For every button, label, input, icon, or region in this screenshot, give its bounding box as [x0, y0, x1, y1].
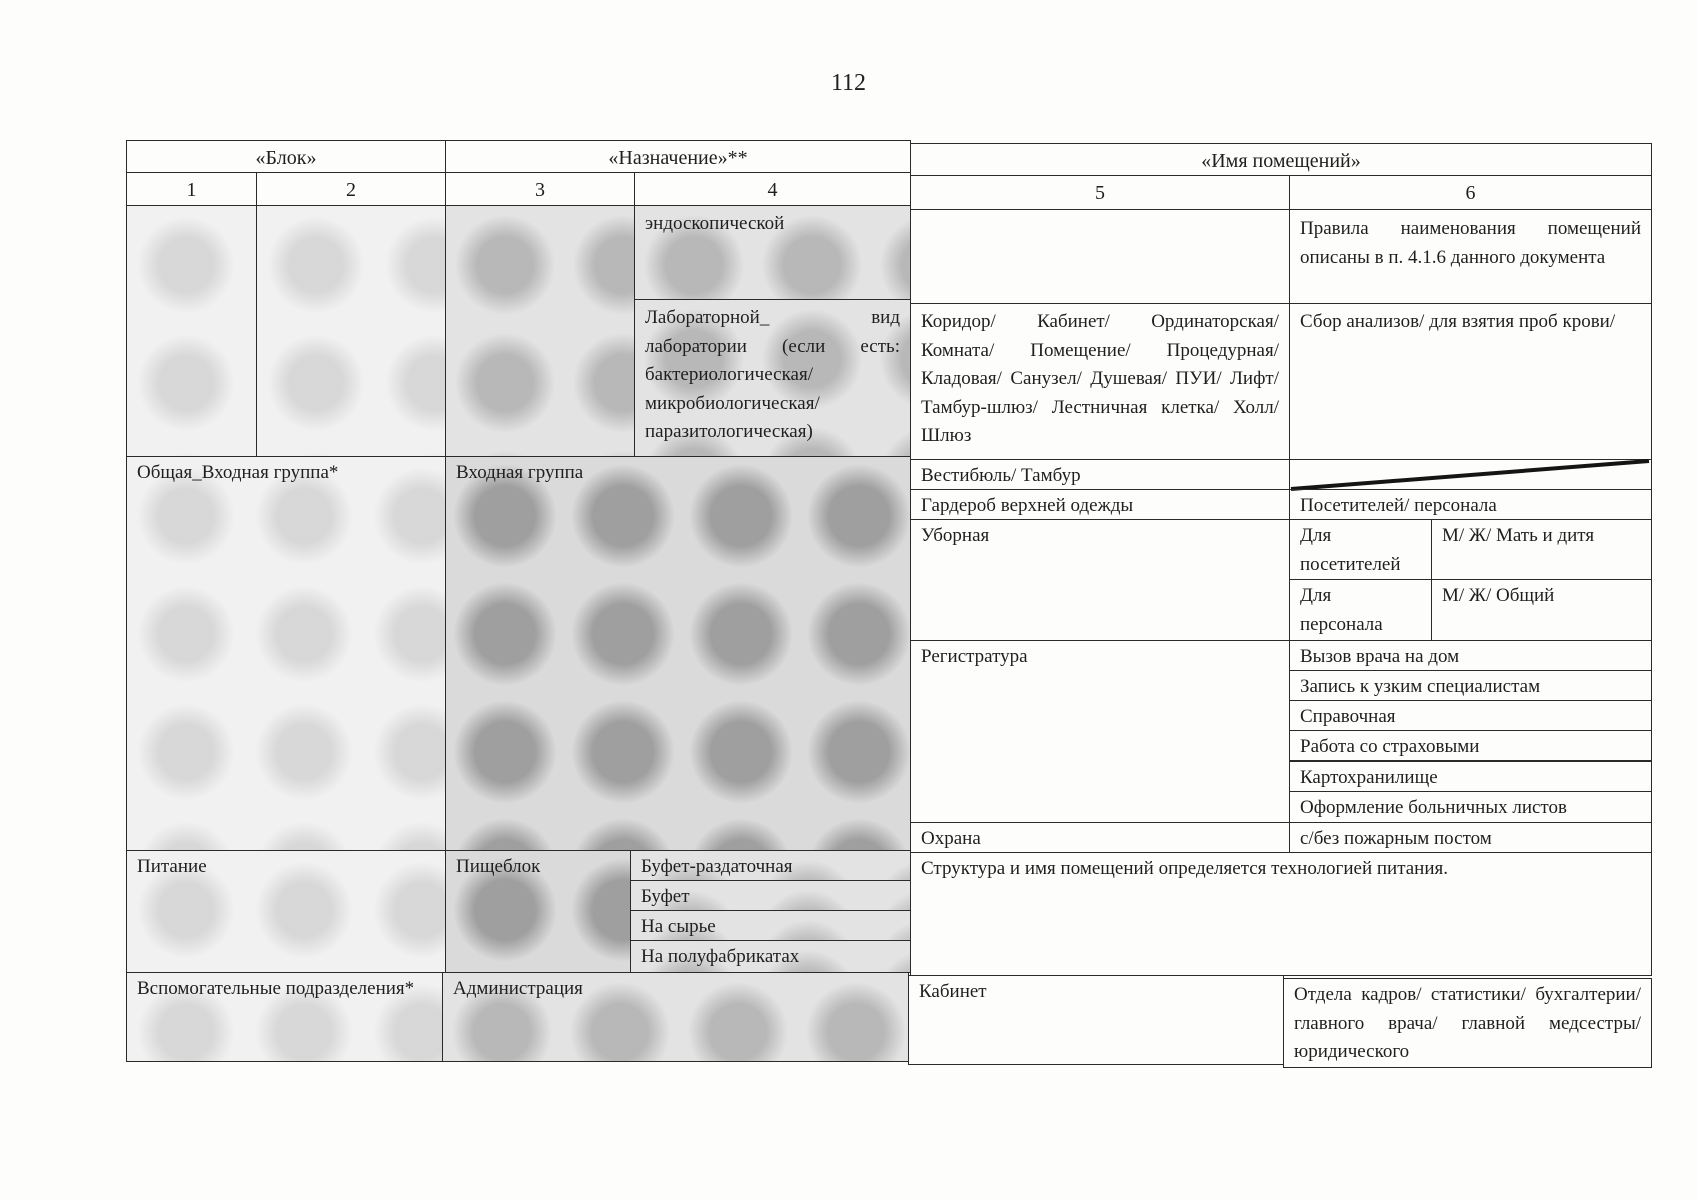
cont-col-1 — [126, 205, 257, 457]
food-item-3: На сырье — [630, 910, 911, 941]
vestibule-room: Вестибюль/ Тамбур — [910, 459, 1290, 490]
lab-note: Сбор анализов/ для взятия проб крови/ — [1289, 303, 1652, 460]
endoscopy-purpose: эндоскопической — [634, 205, 911, 300]
registry-item-3: Справочная — [1289, 700, 1652, 731]
security-note: с/без пожарным постом — [1289, 822, 1652, 853]
security-room: Охрана — [910, 822, 1290, 853]
food-purpose: Пищеблок — [445, 850, 631, 973]
lab-rooms: Коридор/ Кабинет/ Ординаторская/ Комната/ Помещение/ Процедурная/ Кладовая/ Санузел/ Душевая/ ПУИ/ Лифт/ Тамбур-шлюз/ Лестничная клетка/ Холл/ Шлюз — [910, 303, 1290, 460]
food-item-2: Буфет — [630, 880, 911, 911]
toilet-staff-type: М/ Ж/ Общий — [1431, 579, 1652, 641]
aux-block: Вспомогательные подразделения* — [126, 972, 443, 1062]
aux-note: Отдела кадров/ статистики/ бухгалтерии/ главного врача/ главной медсестры/ юридического — [1283, 978, 1652, 1068]
lab-purpose: Лабораторной_ вид лаборатории (если есть: бактериологическая/ микробиологическая/ паразитологическая) — [634, 299, 911, 457]
registry-item-1: Вызов врача на дом — [1289, 640, 1652, 671]
aux-room: Кабинет — [908, 975, 1284, 1065]
aux-purpose: Администрация — [442, 972, 909, 1062]
header-purpose: «Назначение»** — [445, 140, 911, 173]
toilet-visitors: Для посетителей — [1289, 519, 1432, 580]
header-col-6: 6 — [1289, 175, 1652, 210]
registry-item-2: Запись к узким специалистам — [1289, 670, 1652, 701]
food-block: Питание — [126, 850, 446, 973]
food-item-1: Буфет-раздаточная — [630, 850, 911, 881]
page-number: 112 — [830, 70, 867, 96]
entry-block: Общая_Входная группа* — [126, 456, 446, 851]
header-col-5: 5 — [910, 175, 1290, 210]
wardrobe-room: Гардероб верхней одежды — [910, 489, 1290, 520]
endoscopy-naming-note: Правила наименования помещений описаны в п. 4.1.6 данного документа — [1289, 209, 1652, 304]
header-col-2: 2 — [256, 172, 446, 206]
endoscopy-room-empty — [910, 209, 1290, 304]
toilet-visitors-type: М/ Ж/ Мать и дитя — [1431, 519, 1652, 580]
header-block: «Блок» — [126, 140, 446, 173]
registry-item-5: Картохранилище — [1289, 761, 1652, 792]
registry-item-6: Оформление больничных листов — [1289, 791, 1652, 823]
cont-col-3 — [445, 205, 635, 457]
food-note: Структура и имя помещений определяется технологией питания. — [910, 852, 1652, 976]
registry-room: Регистратура — [910, 640, 1290, 823]
header-col-1: 1 — [126, 172, 257, 206]
vestibule-note-empty — [1289, 459, 1652, 490]
food-item-4: На полуфабрикатах — [630, 940, 911, 973]
header-col-3: 3 — [445, 172, 635, 206]
header-col-4: 4 — [634, 172, 911, 206]
wardrobe-note: Посетителей/ персонала — [1289, 489, 1652, 520]
entry-purpose: Входная группа — [445, 456, 911, 851]
cont-col-2 — [256, 205, 446, 457]
toilet-staff: Для персонала — [1289, 579, 1432, 641]
toilet-room: Уборная — [910, 519, 1290, 641]
registry-item-4: Работа со страховыми — [1289, 730, 1652, 761]
header-room-name: «Имя помещений» — [910, 143, 1652, 176]
